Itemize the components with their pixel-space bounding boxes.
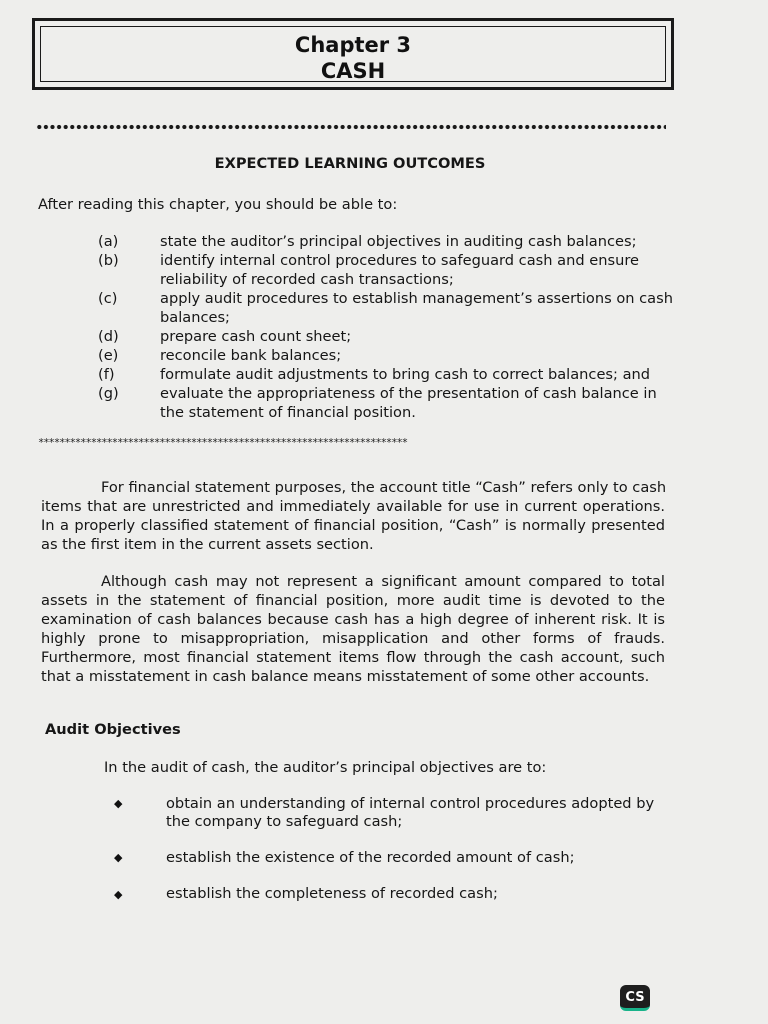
objective-text: the company to safeguard cash; <box>166 813 403 830</box>
paragraph-line: For financial statement purposes, the account title “Cash” refers only to cash <box>101 479 667 496</box>
asterisk-divider: ********************************************************************** <box>38 437 408 449</box>
diamond-bullet-icon: ◆ <box>114 851 123 864</box>
chapter-title: CASH <box>320 59 386 83</box>
paragraph-line: items that are unrestricted and immediately available for use in current operations. <box>41 498 665 515</box>
audit-objectives-intro: In the audit of cash, the auditor’s principal objectives are to: <box>104 759 547 776</box>
chapter-title-box <box>32 18 674 90</box>
paragraph-line: In a properly classified statement of financial position, “Cash” is normally presented <box>41 517 665 534</box>
diamond-bullet-icon: ◆ <box>114 888 123 901</box>
outcome-text: evaluate the appropriateness of the presentation of cash balance in <box>160 385 657 402</box>
outcome-text: formulate audit adjustments to bring cash to correct balances; and <box>160 366 651 383</box>
outcome-label: (f) <box>98 366 115 383</box>
dotted-divider <box>36 124 666 130</box>
diamond-bullet-icon: ◆ <box>114 797 123 810</box>
outcome-label: (b) <box>98 252 119 269</box>
audit-objectives-heading: Audit Objectives <box>45 721 181 738</box>
objective-text: establish the completeness of recorded cash; <box>166 885 498 902</box>
paragraph-line: Although cash may not represent a significant amount compared to total <box>101 573 665 590</box>
outcome-label: (e) <box>98 347 119 364</box>
camscanner-logo: CS <box>620 985 650 1011</box>
outcome-text: reliability of recorded cash transactions; <box>160 271 454 288</box>
outcome-label: (d) <box>98 328 119 345</box>
outcome-text: identify internal control procedures to safeguard cash and ensure <box>160 252 639 269</box>
outcome-text: reconcile bank balances; <box>160 347 342 364</box>
outcome-text: apply audit procedures to establish management’s assertions on cash <box>160 290 673 307</box>
body-paragraph-1 <box>41 478 665 554</box>
paragraph-line: as the first item in the current assets section. <box>41 536 374 553</box>
outcome-label: (c) <box>98 290 118 307</box>
outcomes-intro: After reading this chapter, you should be able to: <box>38 196 398 213</box>
paragraph-line: assets in the statement of financial position, more audit time is devoted to the <box>41 592 665 609</box>
outcome-label: (g) <box>98 385 119 402</box>
outcome-text: balances; <box>160 309 230 326</box>
paragraph-line: Furthermore, most financial statement items flow through the cash account, such <box>41 649 665 666</box>
chapter-number: Chapter 3 <box>294 33 412 57</box>
outcome-text: the statement of financial position. <box>160 404 416 421</box>
outcome-label: (a) <box>98 233 119 250</box>
objective-text: obtain an understanding of internal control procedures adopted by <box>166 795 655 812</box>
paragraph-line: examination of cash balances because cash has a high degree of inherent risk. It is <box>41 611 665 628</box>
outcome-text: prepare cash count sheet; <box>160 328 352 345</box>
outcomes-heading: EXPECTED LEARNING OUTCOMES <box>214 155 486 172</box>
objective-text: establish the existence of the recorded amount of cash; <box>166 849 575 866</box>
body-paragraph-2 <box>41 572 665 686</box>
outcome-text: state the auditor’s principal objectives in auditing cash balances; <box>160 233 637 250</box>
paragraph-line: that a misstatement in cash balance means misstatement of some other accounts. <box>41 668 650 685</box>
paragraph-line: highly prone to misappropriation, misapplication and other forms of frauds. <box>41 630 665 647</box>
